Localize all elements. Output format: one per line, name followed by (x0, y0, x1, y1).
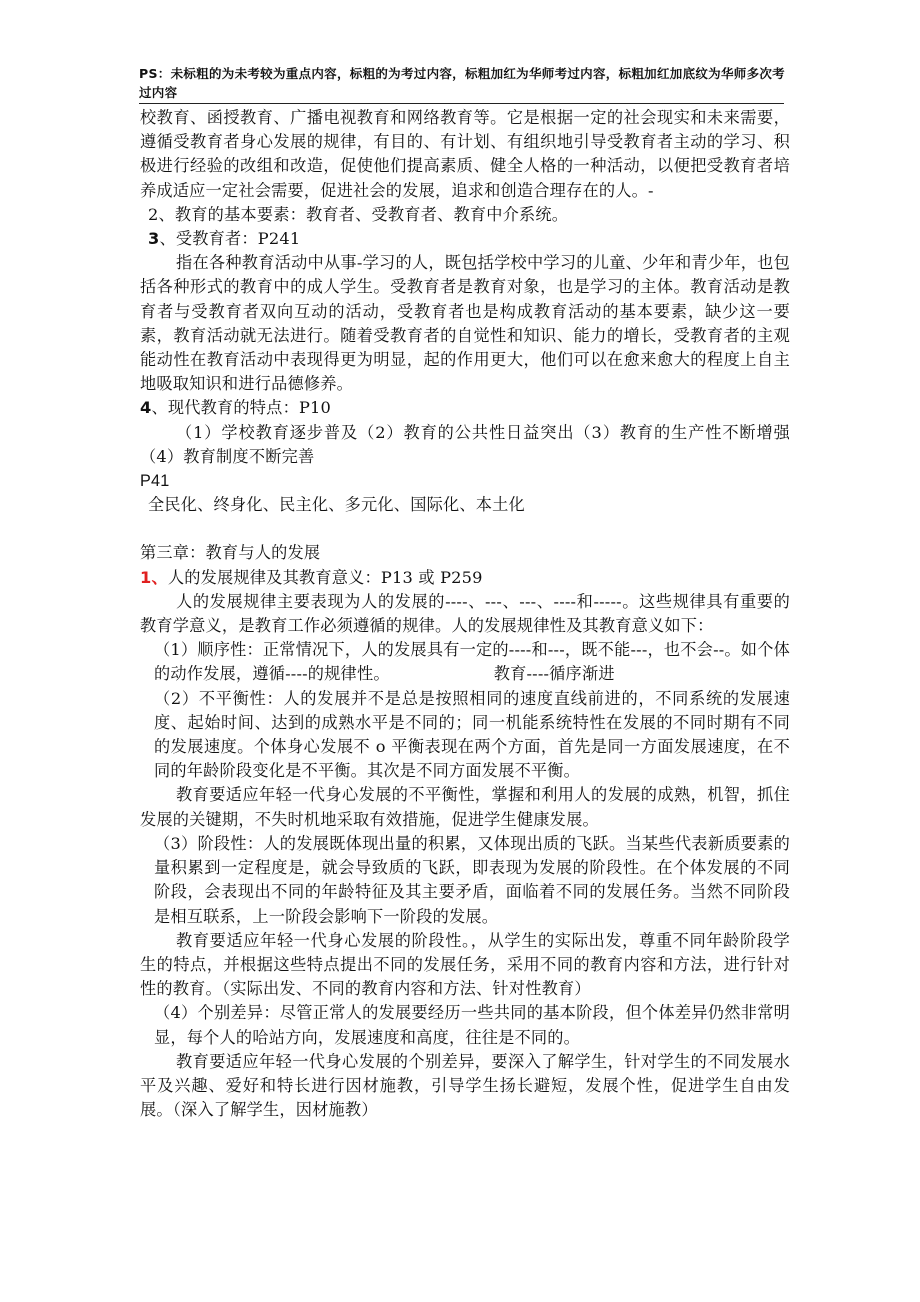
paragraph-imbalance-education: 教育要适应年轻一代身心发展的不平衡性，掌握和利用人的发展的成熟，机智，抓住发展的关键期，不失时机地采取有效措施，促进学生健康发展。 (140, 785, 790, 829)
item-modern-education-heading (140, 396, 790, 420)
item-learner-heading-text: 、受教育者：P241 (159, 229, 301, 249)
item-basic-elements-text: 2、教育的基本要素：教育者、受教育者、教育中介系统。 (148, 204, 569, 224)
item-modern-education-heading-text: 、现代教育的特点：P10 (151, 398, 332, 418)
document-body (140, 106, 790, 1122)
header-divider (139, 103, 784, 104)
paragraph-development-laws: 人的发展规律主要表现为人的发展的----、---、---、----和-----。这些规律具有重要的教育学意义，是教育工作必须遵循的规律。人的发展规律性及其教育意义如下： (140, 591, 790, 636)
paragraph-stages: （3）阶段性：人的发展既体现出量的积累，又体现出质的飞跃。当某些代表新质要素的量积累到一定程度是，就会导致质的飞跃，即表现为发展的阶段性。在个体发展的不同阶段，会表现出不同的年龄特征及其主要矛盾，面临着不同的发展任务。当然不同阶段是相互联系，上一阶段会影响下一阶段的发展。 (154, 833, 790, 926)
paragraph-sequence-note: 教育----循序渐进 (493, 664, 615, 684)
chapter-heading: 第三章：教育与人的发展 (140, 543, 321, 563)
paragraph-trends: 全民化、终身化、民主化、多元化、国际化、本土化 (148, 495, 525, 515)
paragraph-individual-differences: （4）个别差异：尽管正常人的发展要经历一些共同的基本阶段，但个体差异仍然非常明显，每个人的哈站方向，发展速度和高度，往往是不同的。 (154, 1003, 790, 1047)
spacer (140, 517, 790, 541)
paragraph-learner-definition: 指在各种教育活动中从事-学习的人，既包括学校中学习的儿童、少年和青少年，也包括各种形式的教育中的成人学生。受教育者是教育对象，也是学习的主体。教育活动是教育者与受教育者双向互动的活动，受教育者也是构成教育活动的基本要素，缺少这一要素，教育活动就无法进行。随着受教育者的自觉性和知识、能力的增长，受教育者的主观能动性在教育活动中表现得更为明显，起的作用更大，他们可以在愈来愈大的程度上自主地吸取知识和进行品德修养。 (140, 253, 790, 394)
page-reference-p41: P41 (140, 472, 170, 491)
item-basic-elements (140, 203, 790, 227)
paragraph-stages-education: 教育要适应年轻一代身心发展的阶段性。，从学生的实际出发，尊重不同年龄阶段学生的特点，并根据这些特点提出不同的发展任务，采用不同的教育内容和方法，进行针对性的教育。（实际出发、不同的教育内容和方法、针对性教育） (140, 930, 790, 999)
item-modern-education-number: 4 (140, 398, 152, 418)
section-development-laws-heading (140, 566, 790, 590)
paragraph-sequence-text: （1）顺序性：正常情况下，人的发展具有一定的----和---，既不能---，也不会--。如个体的动作发展，遵循----的规律性。 (154, 640, 790, 684)
paragraph-individual-differences-education: 教育要适应年轻一代身心发展的个别差异，要深入了解学生，针对学生的不同发展水平及兴趣、爱好和特长进行因材施教，引导学生扬长避短，发展个性，促进学生自由发展。（深入了解学生，因材施教） (140, 1051, 790, 1120)
paragraph-education-definition: 校教育、函授教育、广播电视教育和网络教育等。它是根据一定的社会现实和未来需要，遵循受教育者身心发展的规律，有目的、有计划、有组织地引导受教育者主动的学习、积极进行经验的改组和改造，促使他们提高素质、健全人格的一种活动，以便把受教育者培养成适应一定社会需要，促进社会的发展，追求和创造合理存在的人。- (140, 108, 790, 200)
item-learner-heading (140, 227, 790, 251)
paragraph-modern-features: （1）学校教育逐步普及（2）教育的公共性日益突出（3）教育的生产性不断增强（4）教育制度不断完善 (140, 422, 790, 466)
paragraph-imbalance: （2）不平衡性：人的发展并不是总是按照相同的速度直线前进的，不同系统的发展速度、起始时间、达到的成熟水平是不同的；同一机能系统特性在发展的不同时期有不同的发展速度。个体身心发展不 o 平衡表现在两个方面，首先是同一方面发展速度，在不同的年龄阶段变化是不平衡。其次是不同方面发展不平衡。 (154, 688, 790, 781)
item-learner-number: 3 (148, 229, 160, 249)
page-header-note: PS：未标粗的为未考较为重点内容，标粗的为考过内容，标粗加红为华师考过内容，标粗加红加底纹为华师多次考过内容 (139, 66, 785, 100)
section-heading-text: 人的发展规律及其教育意义：P13 或 P259 (167, 567, 483, 587)
section-number: 1、 (140, 567, 168, 587)
paragraph-sequence (140, 638, 790, 686)
